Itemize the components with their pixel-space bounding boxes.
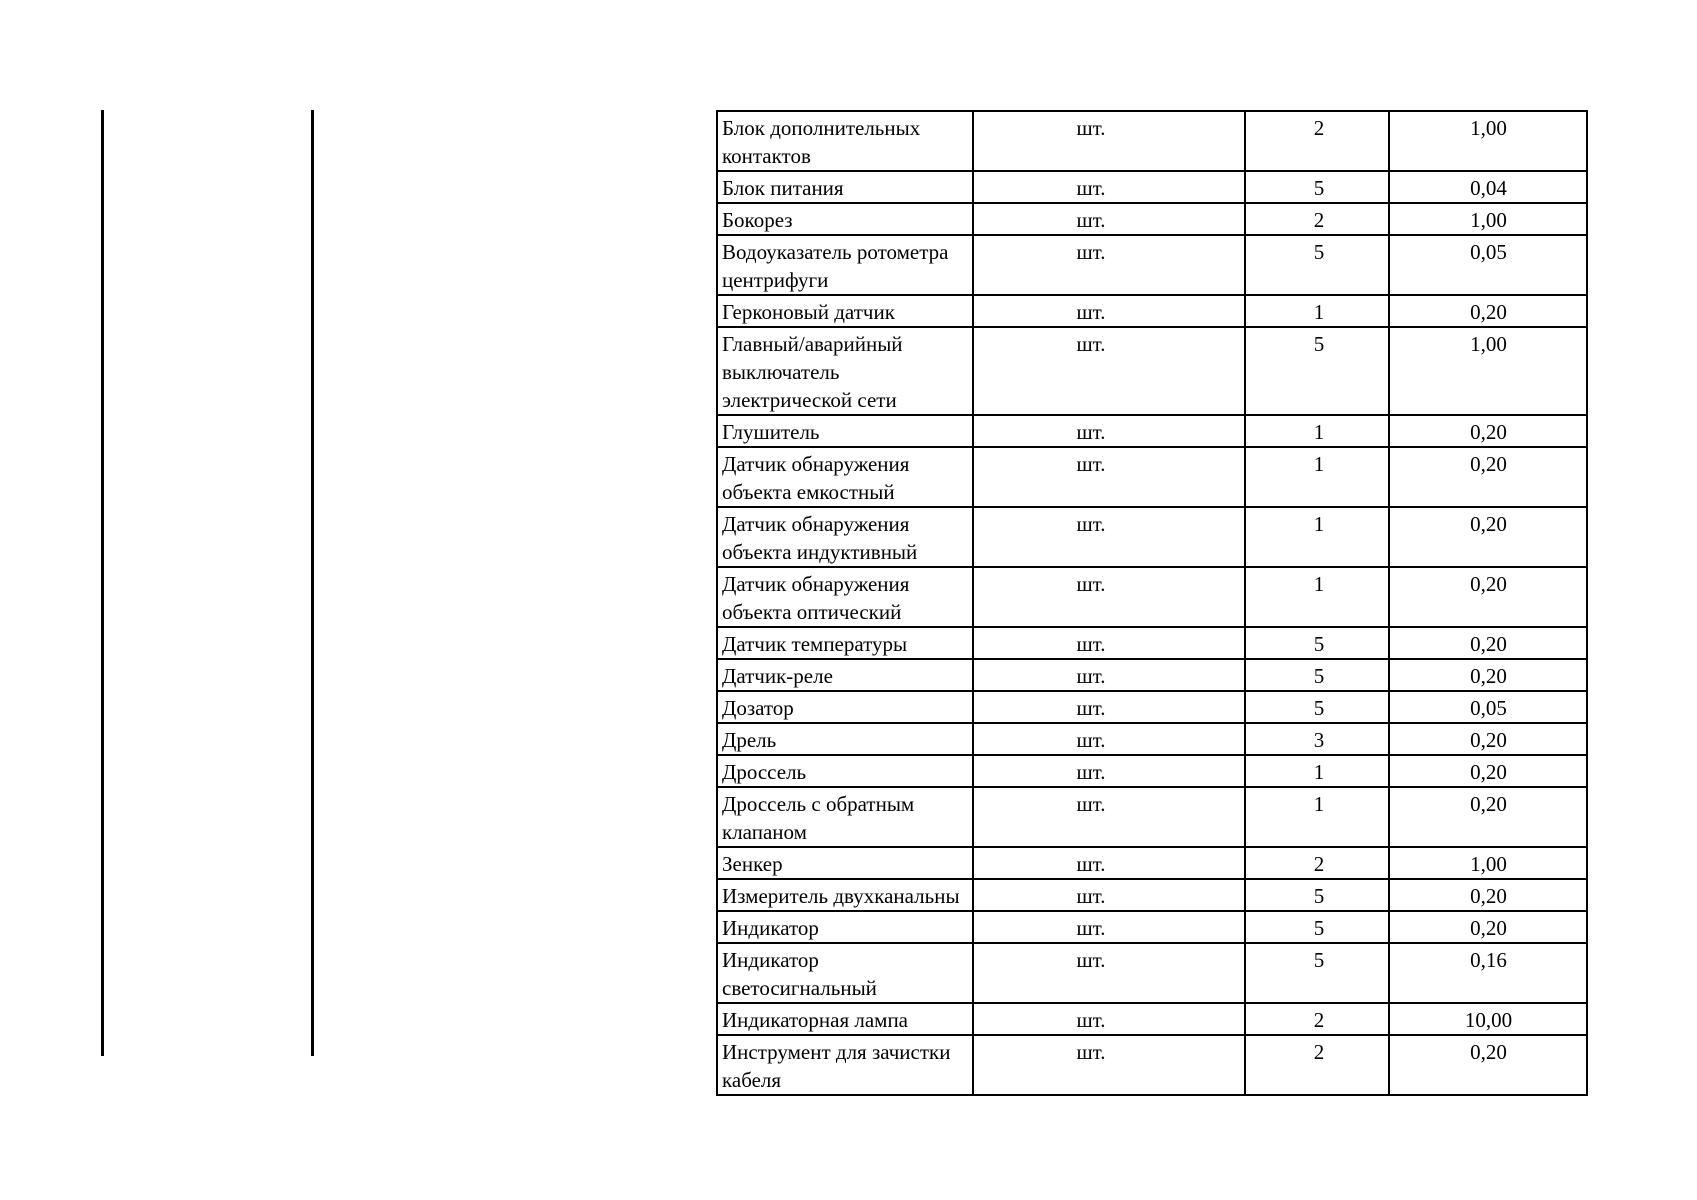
value-cell: 1,00: [1389, 327, 1587, 415]
quantity-cell: 3: [1245, 723, 1389, 755]
table-row: [717, 327, 1587, 415]
item-name-cell: Инструмент для зачистки кабеля: [717, 1035, 973, 1095]
item-name-cell: Глушитель: [717, 415, 973, 447]
unit-cell: шт.: [973, 327, 1245, 415]
table-row: [717, 415, 1587, 447]
item-name-cell: Датчик обнаружения объекта емкостный: [717, 447, 973, 507]
unit-cell: шт.: [973, 787, 1245, 847]
unit-cell: шт.: [973, 507, 1245, 567]
unit-cell: шт.: [973, 723, 1245, 755]
unit-cell: шт.: [973, 111, 1245, 171]
item-name-cell: Бокорез: [717, 203, 973, 235]
value-cell: 1,00: [1389, 847, 1587, 879]
quantity-cell: 2: [1245, 1035, 1389, 1095]
value-cell: 0,20: [1389, 787, 1587, 847]
value-cell: 0,04: [1389, 171, 1587, 203]
item-name-cell: Герконовый датчик: [717, 295, 973, 327]
value-cell: 1,00: [1389, 203, 1587, 235]
quantity-cell: 2: [1245, 1003, 1389, 1035]
quantity-cell: 5: [1245, 171, 1389, 203]
quantity-cell: 1: [1245, 415, 1389, 447]
item-name-cell: Дрель: [717, 723, 973, 755]
value-cell: 0,05: [1389, 235, 1587, 295]
unit-cell: шт.: [973, 755, 1245, 787]
quantity-cell: 2: [1245, 111, 1389, 171]
item-name-cell: Дозатор: [717, 691, 973, 723]
unit-cell: шт.: [973, 847, 1245, 879]
table-row: [717, 1003, 1587, 1035]
value-cell: 0,20: [1389, 295, 1587, 327]
unit-cell: шт.: [973, 627, 1245, 659]
value-cell: 0,20: [1389, 911, 1587, 943]
unit-cell: шт.: [973, 659, 1245, 691]
unit-cell: шт.: [973, 203, 1245, 235]
table-row: [717, 847, 1587, 879]
table-row: [717, 911, 1587, 943]
table-row: [717, 235, 1587, 295]
table-row: [717, 691, 1587, 723]
value-cell: 0,20: [1389, 755, 1587, 787]
item-name-cell: Главный/аварийный выключатель электрической сети: [717, 327, 973, 415]
unit-cell: шт.: [973, 691, 1245, 723]
unit-cell: шт.: [973, 1003, 1245, 1035]
quantity-cell: 1: [1245, 507, 1389, 567]
items-table: [716, 110, 1588, 1096]
unit-cell: шт.: [973, 1035, 1245, 1095]
unit-cell: шт.: [973, 447, 1245, 507]
second-column-border: [311, 110, 314, 1056]
table-row: [717, 723, 1587, 755]
table-row: [717, 447, 1587, 507]
table-row: [717, 507, 1587, 567]
unit-cell: шт.: [973, 943, 1245, 1003]
quantity-cell: 2: [1245, 847, 1389, 879]
quantity-cell: 2: [1245, 203, 1389, 235]
item-name-cell: Дроссель: [717, 755, 973, 787]
value-cell: 0,20: [1389, 659, 1587, 691]
item-name-cell: Индикатор светосигнальный: [717, 943, 973, 1003]
quantity-cell: 1: [1245, 755, 1389, 787]
quantity-cell: 5: [1245, 943, 1389, 1003]
unit-cell: шт.: [973, 567, 1245, 627]
table-row: [717, 787, 1587, 847]
items-table-body: [717, 111, 1587, 1095]
quantity-cell: 5: [1245, 879, 1389, 911]
quantity-cell: 1: [1245, 447, 1389, 507]
quantity-cell: 5: [1245, 627, 1389, 659]
value-cell: 0,20: [1389, 567, 1587, 627]
unit-cell: шт.: [973, 295, 1245, 327]
value-cell: 0,20: [1389, 723, 1587, 755]
item-name-cell: Блок питания: [717, 171, 973, 203]
table-row: [717, 171, 1587, 203]
value-cell: 1,00: [1389, 111, 1587, 171]
item-name-cell: Дроссель с обратным клапаном: [717, 787, 973, 847]
value-cell: 0,16: [1389, 943, 1587, 1003]
table-row: [717, 1035, 1587, 1095]
item-name-cell: Индикаторная лампа: [717, 1003, 973, 1035]
item-name-cell: Зенкер: [717, 847, 973, 879]
item-name-cell: Водоуказатель ротометра центрифуги: [717, 235, 973, 295]
value-cell: 0,20: [1389, 447, 1587, 507]
value-cell: 0,20: [1389, 415, 1587, 447]
item-name-cell: Датчик температуры: [717, 627, 973, 659]
unit-cell: шт.: [973, 171, 1245, 203]
item-name-cell: Датчик обнаружения объекта индуктивный: [717, 507, 973, 567]
table-row: [717, 755, 1587, 787]
table-row: [717, 567, 1587, 627]
value-cell: 0,20: [1389, 627, 1587, 659]
unit-cell: шт.: [973, 911, 1245, 943]
item-name-cell: Датчик обнаружения объекта оптический: [717, 567, 973, 627]
quantity-cell: 5: [1245, 327, 1389, 415]
quantity-cell: 5: [1245, 911, 1389, 943]
item-name-cell: Датчик-реле: [717, 659, 973, 691]
quantity-cell: 5: [1245, 691, 1389, 723]
value-cell: 0,20: [1389, 1035, 1587, 1095]
table-row: [717, 295, 1587, 327]
table-row: [717, 111, 1587, 171]
quantity-cell: 1: [1245, 567, 1389, 627]
quantity-cell: 1: [1245, 787, 1389, 847]
table-row: [717, 203, 1587, 235]
quantity-cell: 1: [1245, 295, 1389, 327]
table-row: [717, 943, 1587, 1003]
quantity-cell: 5: [1245, 659, 1389, 691]
value-cell: 10,00: [1389, 1003, 1587, 1035]
item-name-cell: Индикатор: [717, 911, 973, 943]
quantity-cell: 5: [1245, 235, 1389, 295]
value-cell: 0,20: [1389, 507, 1587, 567]
unit-cell: шт.: [973, 879, 1245, 911]
item-name-cell: Блок дополнительных контактов: [717, 111, 973, 171]
unit-cell: шт.: [973, 415, 1245, 447]
table-row: [717, 627, 1587, 659]
table-row: [717, 659, 1587, 691]
table-row: [717, 879, 1587, 911]
unit-cell: шт.: [973, 235, 1245, 295]
item-name-cell: Измеритель двухканальны: [717, 879, 973, 911]
left-column-border: [101, 110, 104, 1056]
value-cell: 0,20: [1389, 879, 1587, 911]
value-cell: 0,05: [1389, 691, 1587, 723]
